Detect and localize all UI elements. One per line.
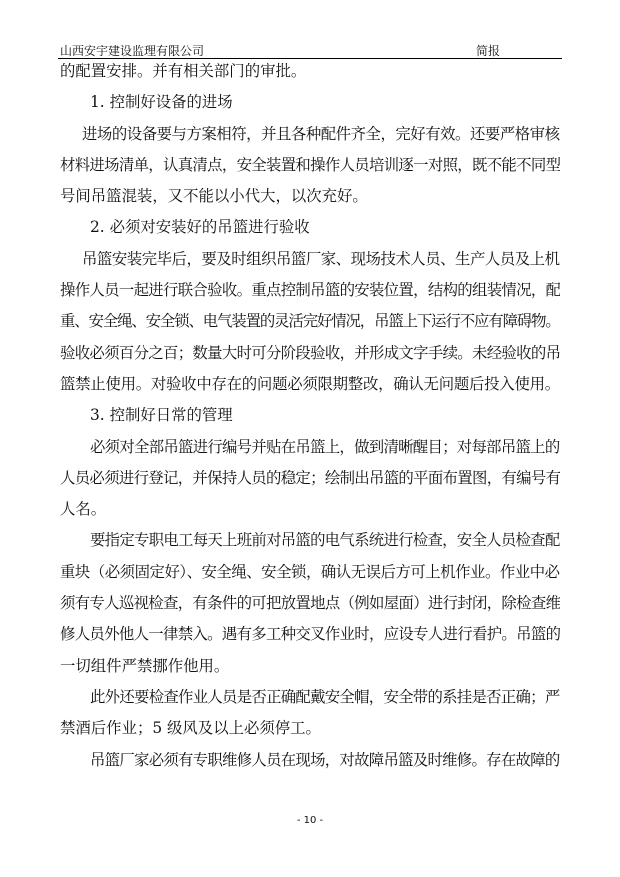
text-line: 操作人员一起进行联合验收。重点控制吊篮的安装位置，结构的组装情况，配 — [60, 281, 560, 300]
text-line: 吊篮厂家必须有专职维修人员在现场，对故障吊篮及时维修。存在故障的 — [90, 750, 560, 769]
text-line: 1. 控制好设备的进场 — [90, 93, 233, 112]
text-line: 人名。 — [60, 500, 107, 519]
text-line: 材料进场清单，认真清点，安全装置和操作人员培训逐一对照，既不能不同型 — [60, 155, 560, 174]
text-line: 此外还要检查作业人员是否正确配戴安全帽，安全带的系挂是否正确；严 — [90, 687, 560, 706]
text-line: 须有专人巡视检查，有条件的可把放置地点（例如屋面）进行封闭，除检查维 — [60, 594, 560, 613]
text-line: 必须对全部吊篮进行编号并贴在吊篮上，做到清晰醒目；对每部吊篮上的 — [90, 437, 560, 456]
text-line: 重、安全绳、安全锁、电气装置的灵活完好情况，吊篮上下运行不应有障碍物。 — [60, 312, 560, 331]
text-line: 要指定专职电工每天上班前对吊篮的电气系统进行检查，安全人员检查配 — [90, 531, 560, 550]
text-line: 禁酒后作业；5 级风及以上必须停工。 — [60, 719, 321, 738]
text-line: 3. 控制好日常的管理 — [90, 406, 233, 425]
company-name: 山西安宇建设监理有限公司 — [60, 44, 205, 58]
text-line: 一切组件严禁挪作他用。 — [60, 656, 230, 675]
text-line: 号间吊篮混装，又不能以小代大，以次充好。 — [60, 187, 368, 206]
text-line: 验收必须百分之百；数量大时可分阶段验收，并形成文字手续。未经验收的吊 — [60, 343, 560, 362]
document-type-label: 简报 — [476, 44, 501, 58]
text-line: 的配置安排。并有相关部门的审批。 — [60, 62, 307, 80]
text-line: 重块（必须固定好）、安全绳、安全锁，确认无误后方可上机作业。作业中必 — [60, 562, 560, 581]
text-line: 吊篮安装完毕后，要及时组织吊篮厂家、现场技术人员、生产人员及上机 — [82, 249, 560, 268]
text-line: 进场的设备要与方案相符，并且各种配件齐全，完好有效。还要严格审核 — [82, 124, 560, 143]
text-line: 人员必须进行登记，并保持人员的稳定；绘制出吊篮的平面布置图，有编号有 — [60, 468, 560, 487]
page-number: - 10 - — [296, 815, 324, 826]
text-line: 篮禁止使用。对验收中存在的问题必须限期整改，确认无问题后投入使用。 — [60, 374, 560, 393]
text-line: 2. 必须对安装好的吊篮进行验收 — [90, 218, 310, 237]
document-body — [60, 56, 560, 776]
text-line: 修人员外他人一律禁入。遇有多工种交叉作业时，应设专人进行看护。吊篮的 — [60, 625, 560, 644]
